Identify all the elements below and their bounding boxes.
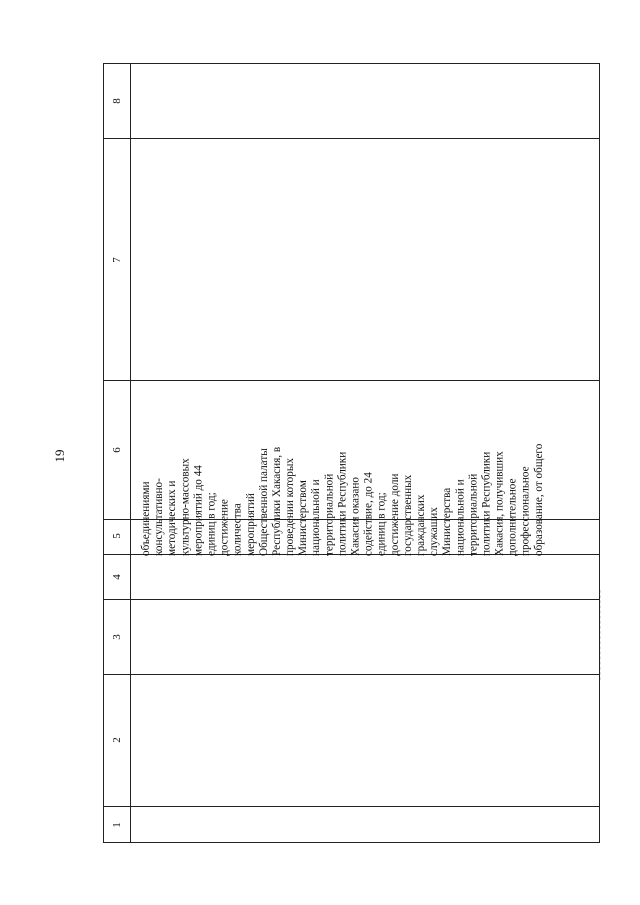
column-6-line: Общественной палаты (257, 448, 270, 556)
column-6-line: содействие, до 24 (362, 472, 375, 556)
column-6-line: количества (231, 503, 244, 556)
column-number-4: 4 (111, 574, 123, 580)
column-divider-4-3 (104, 599, 599, 600)
column-6-line: профессиональное (519, 466, 532, 556)
column-6-line: достижение доли (388, 473, 401, 556)
header-row-divider (130, 64, 131, 842)
column-6-line: служащих (428, 507, 441, 556)
column-6-line: проведении которых (284, 458, 297, 556)
page-number: 19 (52, 449, 67, 463)
column-6-cell-text (140, 380, 596, 556)
column-6-line: национальной и (310, 479, 323, 556)
column-6-line: единиц в год; (375, 492, 388, 556)
column-6-line: образование, от общего (532, 443, 545, 556)
column-6-line: объединениями (140, 481, 152, 556)
column-6-line: достижение (218, 499, 231, 556)
column-6-line: территориальной (467, 473, 480, 556)
column-6-line: государственных (401, 474, 414, 556)
column-number-3: 3 (111, 634, 123, 640)
column-number-7: 7 (111, 257, 123, 263)
column-6-line: дополнительное (506, 478, 519, 556)
column-number-5: 5 (111, 533, 123, 539)
column-6-line: Хакасия, получивших (493, 451, 506, 556)
column-6-line: Республики Хакасия, в (270, 446, 283, 556)
column-divider-2-1 (104, 806, 599, 807)
column-6-line: мероприятий до 44 (192, 465, 205, 556)
column-6-line: Министерства (441, 487, 454, 556)
column-6-line: единиц в год; (205, 492, 218, 556)
column-divider-8-7 (104, 138, 599, 139)
column-6-line: политики Республики (336, 451, 349, 556)
column-6-line: методических и (166, 480, 179, 556)
column-6-line: культурно-массовых (179, 458, 192, 556)
column-divider-3-2 (104, 674, 599, 675)
column-6-line: Министерством (297, 480, 310, 556)
column-6-line: консультативно- (153, 478, 166, 556)
column-6-line: территориальной (323, 473, 336, 556)
column-6-line: мероприятий (244, 493, 257, 556)
column-number-2: 2 (111, 737, 123, 743)
column-6-line: национальной и (454, 479, 467, 556)
column-number-1: 1 (111, 822, 123, 828)
column-6-line: Хакасия оказано (349, 477, 362, 556)
scan-artifact (600, 590, 631, 680)
column-6-line: гражданских (414, 494, 427, 556)
column-number-8: 8 (111, 98, 123, 104)
column-number-6: 6 (111, 447, 123, 453)
column-6-line: политики Республики (480, 451, 493, 556)
